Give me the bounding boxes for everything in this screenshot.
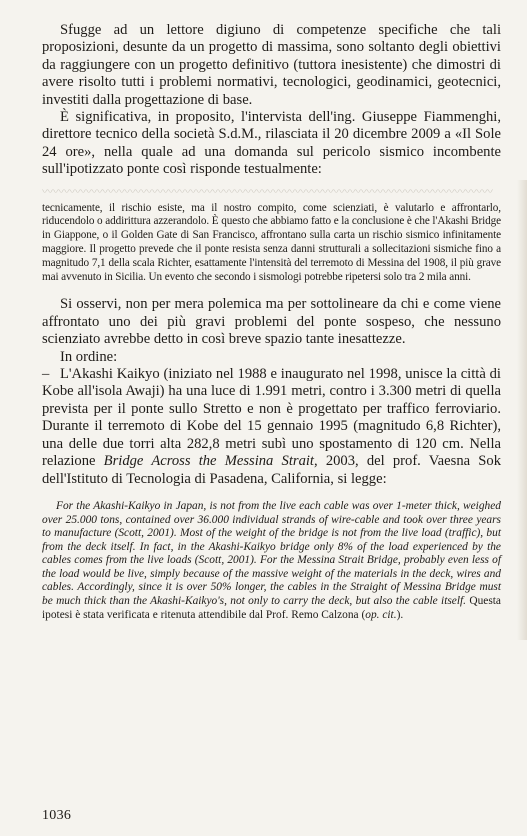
paragraph-in-order: In ordine:: [60, 348, 118, 365]
show-through-line: 〰〰〰〰〰〰〰〰〰〰〰〰〰〰〰〰〰〰〰〰〰〰〰〰〰〰〰〰〰〰〰〰〰〰〰〰〰〰〰〰〰: [42, 185, 493, 198]
interview-quote: tecnicamente, il rischio esiste, ma il nostro compito, come scienziati, è valutarlo e affrontarlo, riducendolo o addirittura azzerandolo. È questo che abbiamo fatto e la conclusione è che l'Akashi Bridge in Giappone, o il Golden Gate di San Francisco, affrontano sulla carta un rischio sismico infinitamente maggiore. Il progetto prevede che il ponte resista senza danni strutturali a sollecitazioni sismiche fino a magnitudo 7,1 della scala Richter, esattamente l'intensità del terremoto di Messina del 1908, il più grave mai avvenuto in Sicilia. Un evento che secondo i sismologi potrebbe ripetersi solo tra 2 mila anni.: [42, 201, 501, 283]
list-dash: –: [42, 366, 50, 383]
report-title: Bridge Across the Messina Strait: [103, 453, 314, 470]
list-item-akashi: [42, 366, 501, 488]
english-quote-tail: Questa ipotesi è stata verificata e ritenuta attendibile dal Prof. Remo Calzona (: [42, 595, 501, 621]
page-number: 1036: [42, 808, 72, 823]
page-edge-shadow: [517, 180, 527, 640]
english-quote: [42, 500, 501, 622]
paragraph-intro: Sfugge ad un lettore digiuno di competenze specifiche che tali proposizioni, desunte da un progetto di massima, sono soltanto degli obiettivi da raggiungere con un progetto definitivo (tuttora inesistente) che dimostri di avere risolto tutti i problemi normativi, tecnologici, geodinamici, geotecnici, investiti dalla progettazione di base.: [42, 22, 501, 108]
citation-op-cit: op. cit.: [365, 608, 397, 621]
paragraph-interview: È significativa, in proposito, l'intervista dell'ing. Giuseppe Fiammenghi, direttore tecnico della società S.d.M., rilasciata il 20 dicembre 2009 a «Il Sole 24 ore», nella quale ad una domanda sul pericolo sismico incombente sull'ipotizzato ponte così risponde testualmente:: [42, 109, 501, 178]
list-text-after: , 2003, del prof. Vaesna Sok dell'Istituto di Tecnologia di Pasadena, California, si legge:: [42, 453, 501, 487]
paragraph-observation: Si osservi, non per mera polemica ma per sottolineare da chi e come viene affrontato uno dei più gravi problemi del ponte sospeso, che nessuno scienziato avrebbe detto in così breve spazio tante inesattezze.: [42, 296, 501, 348]
list-text-before: L'Akashi Kaikyo (iniziato nel 1988 e inaugurato nel 1998, unisce la città di Kobe all'isola Awaji) ha una luce di 1.991 metri, contro i 3.300 metri di quella prevista per il ponte sullo Stretto e non è progettato per traffico ferroviario. Durante il terremoto di Kobe del 15 gennaio 1995 (magnitudo 6,8 Richter), una delle due torri alta 282,8 metri subì uno spostamento di 120 cm. Nella relazione: [42, 366, 501, 470]
english-quote-text: For the Akashi-Kaikyo in Japan, is not from the live each cable was over 1-meter thick, weighed over 25.000 tons, contained over 36.000 individual strands of wire-cable and took over three years to manufacture (Scott, 2001). Most of the weight of the bridge is not from the live load (traffic), but from the deck itself. In fact, in the Akashi-Kaikyo bridge only 8% of the load experienced by the cables comes from the live loads (Scott, 2001). For the Messina Strait Bridge, probably even less of the load would be live, simply because of the massive weight of the materials in the deck, wires and cables. Accordingly, since it is over 50% longer, the cables in the Straight of Messina Bridge must be much thick than the Akashi-Kaikyo's, not only to carry the deck, but also the cable itself.: [42, 499, 501, 608]
english-quote-tail-end: ).: [396, 608, 404, 621]
